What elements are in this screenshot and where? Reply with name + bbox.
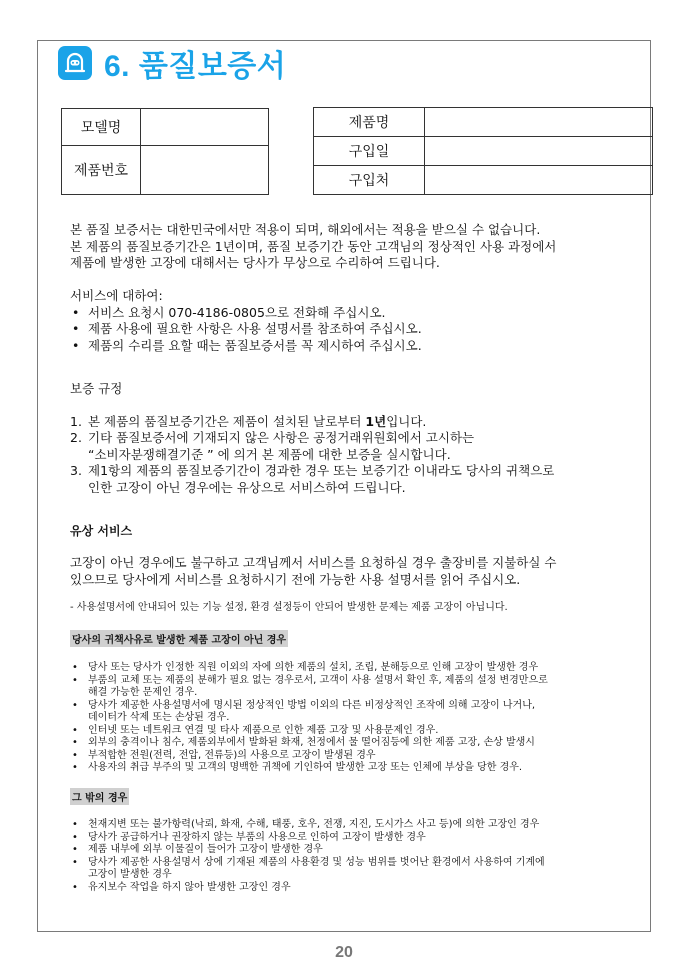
list-item-line: • 인터넷 또는 네트워크 연결 및 타사 제품으로 인한 제품 고장 및 사용문제인 경우. [88, 724, 439, 736]
warranty-text: 인한 고장이 아닌 경우에는 유상으로 서비스하여 드립니다. [88, 479, 406, 495]
model-info-table [61, 108, 269, 195]
list-item [70, 725, 625, 738]
model-value-cell[interactable] [141, 109, 269, 146]
others-list [70, 819, 625, 894]
warranty-text: 기타 품질보증서에 기재되지 않은 사항은 공정거래위원회에서 고시하는 [88, 430, 475, 445]
paid-line: 고장이 아닌 경우에도 불구하고 고객님께서 서비스를 요청하실 경우 출장비를 지불하실 수 [70, 555, 557, 570]
list-item-line: • 당사 또는 당사가 인정한 직원 이외의 자에 의한 제품의 설치, 조립, 분해등으로 인해 고장이 발생한 경우 [88, 662, 539, 673]
list-item [70, 675, 625, 700]
purchase-place-value-cell[interactable] [425, 166, 653, 195]
intro-paragraph [70, 222, 625, 272]
service-list [70, 305, 625, 355]
list-number: 3. [70, 463, 82, 478]
list-number: 2. [70, 430, 82, 445]
list-item [70, 882, 625, 895]
warranty-text: 본 제품의 품질보증기간은 제품이 설치된 날로부터 [88, 413, 366, 429]
not-fault-heading: 당사의 귀책사유로 발생한 제품 고장이 아닌 경우 [70, 630, 288, 647]
list-item-line: • 부적합한 전원(전력, 전압, 전류등)의 사용으로 고장이 발생된 경우 [88, 749, 376, 761]
list-item [70, 762, 625, 775]
list-number: 1. [70, 413, 82, 429]
warranty-list [70, 414, 625, 497]
purchase-date-value-cell[interactable] [425, 137, 653, 166]
list-item [70, 844, 625, 857]
list-item-line: • 사용자의 취급 부주의 및 고객의 명백한 귀책에 기인하여 발생한 고장 또는 인체에 부상을 당한 경우. [88, 762, 523, 773]
intro-line: 제품에 발생한 고장에 대해서는 당사가 무상으로 수리하여 드립니다. [70, 255, 440, 270]
robot-face-icon [58, 46, 92, 80]
page-title: 6. 품질보증서 [104, 50, 287, 83]
service-section [70, 288, 625, 354]
list-item [70, 832, 625, 845]
model-label: 모델명 [62, 109, 141, 146]
list-item [70, 857, 625, 882]
list-item [70, 750, 625, 763]
page-header [58, 44, 286, 82]
list-item-line: • 부품의 교체 또는 제품의 분해가 필요 없는 경우로서, 고객이 사용 설명서 확인 후, 제품의 설정 변경만으로 [88, 674, 548, 686]
list-item-line: 고장이 발생한 경우 [88, 869, 172, 880]
others-section [70, 786, 625, 894]
serial-label: 제품번호 [62, 146, 141, 195]
paid-service-paragraph [70, 555, 625, 588]
list-item: • 제품의 수리를 요할 때는 품질보증서를 꼭 제시하여 주십시오. [70, 338, 625, 355]
service-heading: 서비스에 대하여: [70, 288, 163, 303]
page-number: 20 [335, 944, 353, 961]
not-fault-section [70, 628, 625, 775]
product-label: 제품명 [314, 108, 425, 137]
list-item-line: • 제품 내부에 외부 이물질이 들어가 고장이 발생한 경우 [88, 844, 323, 855]
list-item-line: • 당사가 제공한 사용설명서 상에 기재된 제품의 사용환경 및 성능 범위를 벗어난 환경에서 사용하여 기계에 [88, 856, 545, 868]
intro-line: 본 제품의 품질보증기간은 1년이며, 품질 보증기간 동안 고객님의 정상적인 사용 과정에서 [70, 238, 557, 254]
list-item: • 제품 사용에 필요한 사항은 사용 설명서를 참조하여 주십시오. [70, 321, 625, 338]
warranty-text: 제1항의 제품의 품질보증기간이 경과한 경우 또는 보증기간 이내라도 당사의 귀책으로 [88, 463, 555, 478]
list-item: • 서비스 요청시 070-4186-0805으로 전화해 주십시오. [70, 305, 625, 322]
others-heading: 그 밖의 경우 [70, 788, 129, 805]
paid-note: - 사용설명서에 안내되어 있는 기능 설정, 환경 설정등이 안되어 발생한 문제는 제품 고장이 아닙니다. [70, 602, 508, 613]
purchase-date-label: 구입일 [314, 137, 425, 166]
warranty-text: 입니다. [386, 413, 427, 429]
paid-line: 있으므로 당사에게 서비스를 요청하시기 전에 가능한 사용 설명서를 읽어 주십시오. [70, 571, 521, 587]
not-fault-list [70, 662, 625, 775]
list-item-line: • 외부의 충격이나 침수, 제품외부에서 발화된 화재, 천정에서 물 떨어짐등에 의한 제품 고장, 손상 발생시 [88, 737, 535, 748]
product-info-table [313, 107, 653, 195]
list-item [70, 700, 625, 725]
product-value-cell[interactable] [425, 108, 653, 137]
list-item-line: • 천재지변 또는 불가항력(낙뢰, 화재, 수해, 태풍, 호우, 전쟁, 지진, 도시가스 사고 등)에 의한 고장인 경우 [88, 819, 540, 830]
list-item [70, 819, 625, 832]
paid-service-heading: 유상 서비스 [70, 524, 133, 538]
intro-line: 본 품질 보증서는 대한민국에서만 적용이 되며, 해외에서는 적용을 받으실 수 없습니다. [70, 222, 541, 237]
list-item-line: • 당사가 제공한 사용설명서에 명시된 정상적인 방법 이외의 다른 비정상적인 조작에 의해 고장이 나거나, [88, 699, 536, 711]
list-item [70, 737, 625, 750]
paid-service-section [70, 522, 625, 615]
list-item-line: 해결 가능한 문제인 경우. [88, 687, 198, 698]
warranty-period: 1년 [365, 413, 387, 429]
list-item [70, 430, 625, 463]
list-item [70, 414, 625, 431]
warranty-text: “소비자분쟁해결기준 ” 에 의거 본 제품에 대한 보증을 실시합니다. [88, 446, 451, 462]
purchase-place-label: 구입처 [314, 166, 425, 195]
list-item-line: 데이터가 삭제 또는 손상된 경우. [88, 712, 230, 723]
list-item-line: • 유지보수 작업을 하지 않아 발생한 고장인 경우 [88, 881, 291, 893]
serial-value-cell[interactable] [141, 146, 269, 195]
warranty-section [70, 381, 625, 496]
list-item [70, 662, 625, 675]
warranty-heading: 보증 규정 [70, 381, 123, 396]
list-item [70, 463, 625, 496]
list-item-line: • 당사가 공급하거나 권장하지 않는 부품의 사용으로 인하여 고장이 발생한 경우 [88, 831, 426, 843]
